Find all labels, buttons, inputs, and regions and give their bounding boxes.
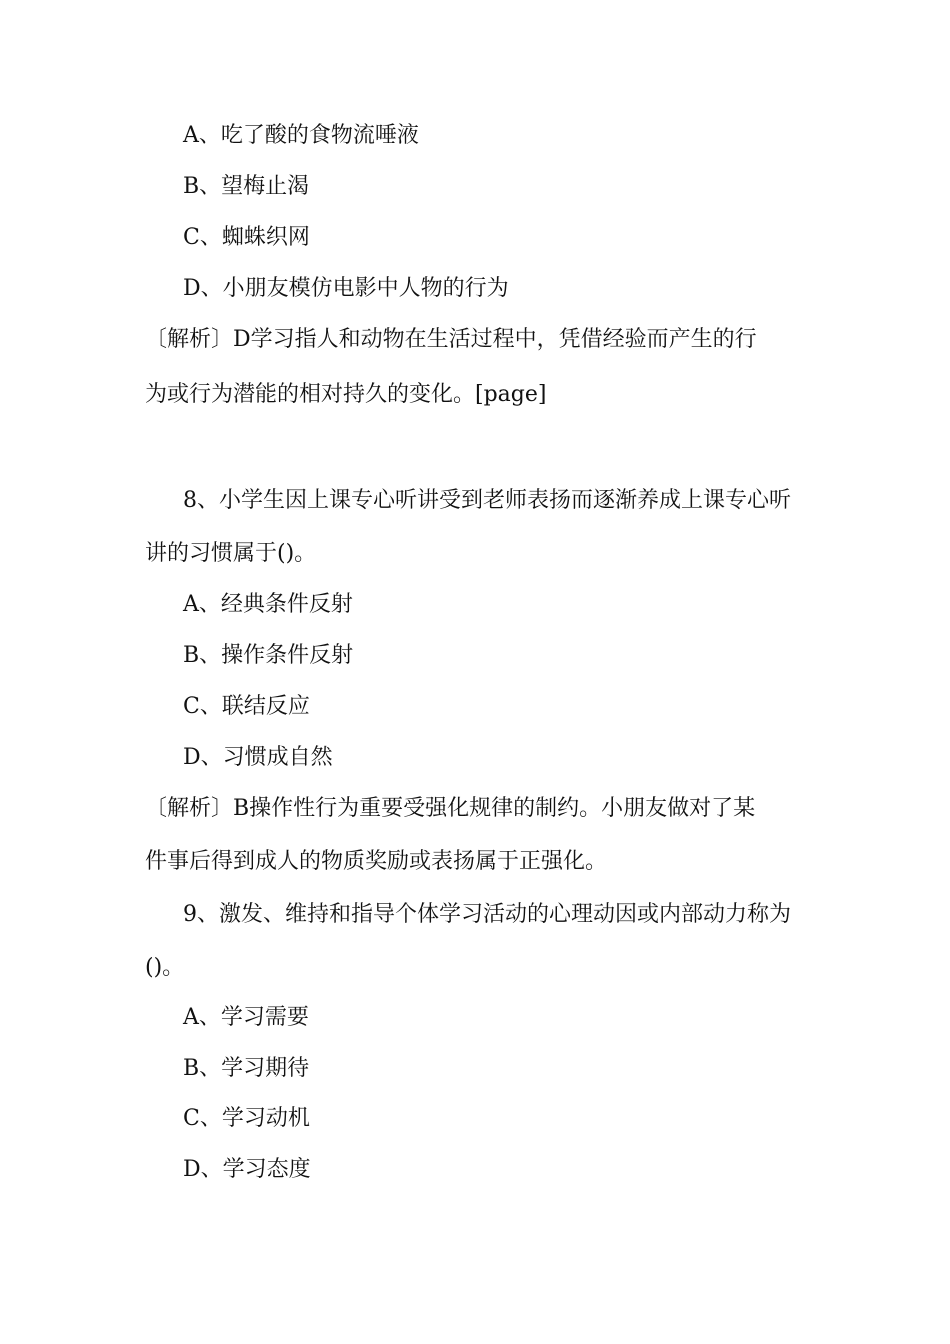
q9-option-a: A、学习需要 — [183, 1005, 309, 1030]
q8-option-b: B、操作条件反射 — [183, 643, 354, 668]
q7-analysis-line2: 为或行为潜能的相对持久的变化。[page] — [145, 382, 547, 407]
q9-option-b: B、学习期待 — [183, 1056, 310, 1081]
q7-option-d: D、小朋友模仿电影中人物的行为 — [183, 276, 509, 301]
q7-option-c: C、蜘蛛织网 — [183, 225, 310, 250]
q9-option-c: C、学习动机 — [183, 1106, 310, 1131]
q7-option-a: A、吃了酸的食物流唾液 — [183, 123, 419, 148]
q8-stem-line2: 讲的习惯属于()。 — [145, 541, 317, 566]
q8-analysis-line2: 件事后得到成人的物质奖励或表扬属于正强化。 — [145, 849, 608, 874]
q8-option-c: C、联结反应 — [183, 694, 310, 719]
q9-stem-line1: 9、激发、维持和指导个体学习活动的心理动因或内部动力称为 — [183, 902, 791, 927]
q7-analysis-line1: 〔解析〕D学习指人和动物在生活过程中，凭借经验而产生的行 — [145, 327, 757, 352]
q9-option-d: D、学习态度 — [183, 1157, 311, 1182]
q8-analysis-line1: 〔解析〕B操作性行为重要受强化规律的制约。小朋友做对了某 — [145, 796, 756, 821]
q8-option-d: D、习惯成自然 — [183, 745, 333, 770]
q8-option-a: A、经典条件反射 — [183, 592, 353, 617]
q9-stem-line2: ()。 — [145, 955, 185, 980]
q8-stem-line1: 8、小学生因上课专心听讲受到老师表扬而逐渐养成上课专心听 — [183, 488, 791, 513]
q7-option-b: B、望梅止渴 — [183, 174, 310, 199]
